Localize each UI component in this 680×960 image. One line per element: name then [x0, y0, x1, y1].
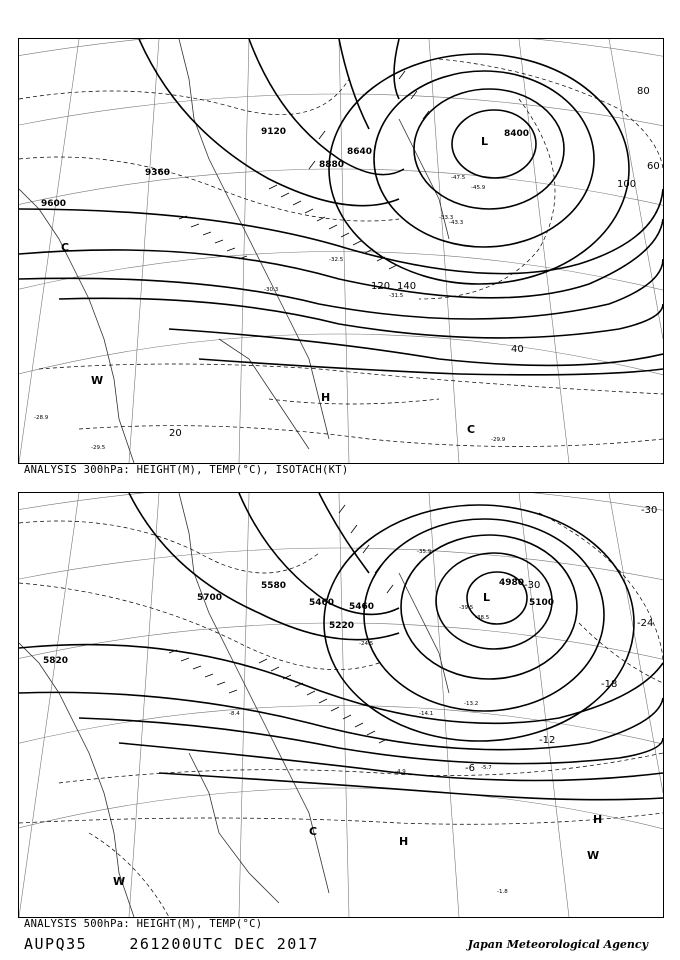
- temp-observation: -30.3: [264, 287, 279, 293]
- lat-lon-grid: [19, 39, 663, 463]
- low-pressure-symbol: L: [481, 135, 489, 148]
- isotherm-label: -24: [637, 618, 654, 629]
- height-label: 5460: [309, 598, 335, 608]
- temp-observation: -39.5: [459, 605, 474, 611]
- warm-symbol: W: [91, 374, 104, 387]
- isotach-label: 120: [371, 281, 391, 292]
- temperature-observations: [34, 175, 506, 451]
- isotherm-label: -30: [641, 505, 658, 516]
- temp-observation: -47.5: [451, 175, 466, 181]
- map-300hpa-svg: [19, 39, 663, 463]
- height-label: 9120: [261, 127, 287, 137]
- height-label: 5100: [529, 598, 555, 608]
- height-contours: [19, 493, 663, 800]
- height-labels: [43, 578, 554, 666]
- height-labels: [41, 127, 529, 209]
- temp-observation: -32.5: [329, 257, 344, 263]
- cold-symbol: C: [467, 423, 476, 436]
- temp-observation: -4.9: [395, 769, 406, 775]
- valid-time: 261200UTC DEC 2017: [129, 935, 319, 953]
- height-label: 4980: [499, 578, 525, 588]
- temp-observation: -8.4: [229, 711, 240, 717]
- temp-observation: -13.2: [464, 701, 479, 707]
- isotach-label: 20: [169, 428, 182, 439]
- isotherm-label: -12: [539, 735, 556, 746]
- temp-observation: -45.9: [471, 185, 486, 191]
- isotach-label: 60: [647, 161, 660, 172]
- temp-observation: -24.5: [359, 641, 374, 647]
- isotach-label: 140: [397, 281, 417, 292]
- temp-observation: -43.3: [449, 220, 464, 226]
- height-label: 5820: [43, 656, 69, 666]
- map-panel-300hpa: [18, 38, 664, 464]
- isotherm-label: -18: [601, 679, 618, 690]
- map-500hpa-svg: [19, 493, 663, 917]
- temp-observation: -38.5: [475, 615, 490, 621]
- temp-observation: -14.1: [419, 711, 434, 717]
- temp-observation: -33.3: [439, 215, 454, 221]
- height-label: 5460: [349, 602, 375, 612]
- temp-observation: -1.8: [497, 889, 508, 895]
- chart-identifier: [24, 935, 319, 953]
- warm-symbol: W: [587, 849, 600, 862]
- height-label: 5220: [329, 621, 355, 631]
- high-pressure-symbol: H: [593, 813, 603, 826]
- chart-code: AUPQ35: [24, 935, 88, 953]
- temp-observation: -5.7: [481, 765, 492, 771]
- height-label: 9360: [145, 168, 171, 178]
- lat-lon-grid: [19, 493, 663, 917]
- height-label: 8880: [319, 160, 345, 170]
- coastlines: [19, 493, 449, 917]
- high-pressure-symbol: H: [399, 835, 409, 848]
- height-label: 8400: [504, 129, 530, 139]
- temp-observation: -29.9: [491, 437, 506, 443]
- temp-observation: -31.5: [389, 293, 404, 299]
- temp-observation: -35.9: [417, 549, 432, 555]
- warm-symbol: W: [113, 875, 126, 888]
- panel-500-caption: ANALYSIS 500hPa: HEIGHT(M), TEMP(°C): [24, 918, 263, 930]
- cold-symbol: C: [61, 241, 70, 254]
- isotach-label: 80: [637, 86, 650, 97]
- isotach-label: 40: [511, 344, 524, 355]
- height-label: 5700: [197, 593, 223, 603]
- height-contours: [19, 39, 663, 375]
- map-panel-500hpa: [18, 492, 664, 918]
- height-label: 9600: [41, 199, 67, 209]
- height-label: 8640: [347, 147, 373, 157]
- height-label: 5580: [261, 581, 287, 591]
- isotherm-label: -30: [524, 580, 541, 591]
- high-pressure-symbol: H: [321, 391, 331, 404]
- isotherm-labels: [465, 505, 657, 774]
- low-center-contours: [329, 54, 629, 284]
- isotherm-label: -6: [465, 763, 475, 774]
- agency-name: Japan Meteorological Agency: [467, 938, 648, 951]
- panel-300-caption: ANALYSIS 300hPa: HEIGHT(M), TEMP(°C), ISOTACH(KT): [24, 464, 349, 476]
- low-pressure-symbol: L: [483, 591, 491, 604]
- temp-observation: -28.9: [34, 415, 49, 421]
- cold-symbol: C: [309, 825, 318, 838]
- isotach-label: 100: [617, 179, 637, 190]
- temp-observation: -29.5: [91, 445, 106, 451]
